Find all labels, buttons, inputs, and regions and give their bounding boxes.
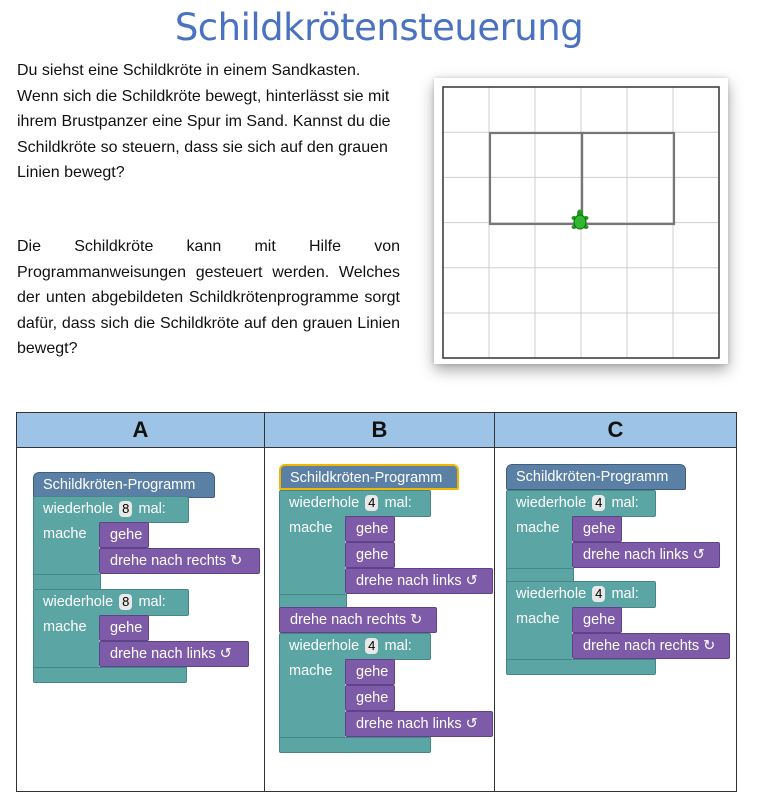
repeat-body: mache (506, 607, 572, 669)
repeat-count: 8 (119, 594, 132, 610)
sandbox-canvas (434, 78, 728, 364)
move-block: gehe (345, 659, 395, 685)
turn-left-block: drehe nach links ↺ (99, 641, 249, 667)
turn-right-block: drehe nach rechts ↻ (572, 633, 730, 659)
option-c-program[interactable] (495, 448, 737, 792)
move-block: gehe (572, 607, 622, 633)
turn-left-block: drehe nach links ↺ (572, 542, 720, 568)
intro-text: Du siehst eine Schildkröte in einem Sandkasten. Wenn sich die Schildkröte bewegt, hinterlässt sie mit ihrem Brustpanzer eine Spur im Sand. Kannst du die Schildkröte so steuern, dass sie sich auf den grauen Linien bewegt? (17, 62, 391, 181)
move-block: gehe (345, 516, 395, 542)
question-text: Die Schildkröte kann mit Hilfe von Programmanweisungen gesteuert werden. Welches der unten abgebildeten Schildkrötenprogramme sorgt dafür, dass sich die Schildkröte auf den grauen Linien bewegt? (17, 238, 400, 357)
repeat-body: mache (33, 615, 99, 677)
turn-right-block: drehe nach rechts ↻ (279, 607, 437, 633)
move-block: gehe (99, 522, 149, 548)
program-hat-block: Schildkröten-Programm (279, 464, 459, 490)
repeat-body: mache (279, 516, 345, 604)
turtle-icon (572, 210, 589, 230)
repeat-count: 4 (365, 638, 378, 654)
move-block: gehe (345, 685, 395, 711)
repeat-block: wiederhole 8 mal: (33, 589, 189, 616)
option-a-program[interactable] (17, 448, 265, 792)
path-lines (490, 133, 674, 224)
repeat-block: wiederhole 4 mal: (506, 490, 656, 517)
option-b-program[interactable] (265, 448, 495, 792)
page-title: Schildkrötensteuerung (174, 6, 584, 49)
program-hat-block: Schildkröten-Programm (506, 464, 686, 490)
move-block: gehe (572, 516, 622, 542)
repeat-body: mache (279, 659, 345, 747)
move-block: gehe (345, 542, 395, 568)
repeat-count: 4 (365, 495, 378, 511)
repeat-body: mache (33, 522, 99, 584)
repeat-block: wiederhole 4 mal: (279, 633, 431, 660)
repeat-count: 4 (592, 586, 605, 602)
repeat-block: wiederhole 4 mal: (279, 490, 431, 517)
turn-left-block: drehe nach links ↺ (345, 711, 493, 737)
move-block: gehe (99, 615, 149, 641)
turn-left-block: drehe nach links ↺ (345, 568, 493, 594)
repeat-count: 8 (119, 501, 132, 517)
option-c-header: C (495, 413, 737, 448)
option-b-header: B (265, 413, 495, 448)
option-a-header: A (17, 413, 265, 448)
turn-right-block: drehe nach rechts ↻ (99, 548, 260, 574)
program-hat-block: Schildkröten-Programm (33, 472, 215, 498)
repeat-body: mache (506, 516, 572, 578)
repeat-count: 4 (592, 495, 605, 511)
repeat-block: wiederhole 4 mal: (506, 581, 656, 608)
repeat-block: wiederhole 8 mal: (33, 496, 189, 523)
options-table (16, 412, 737, 792)
